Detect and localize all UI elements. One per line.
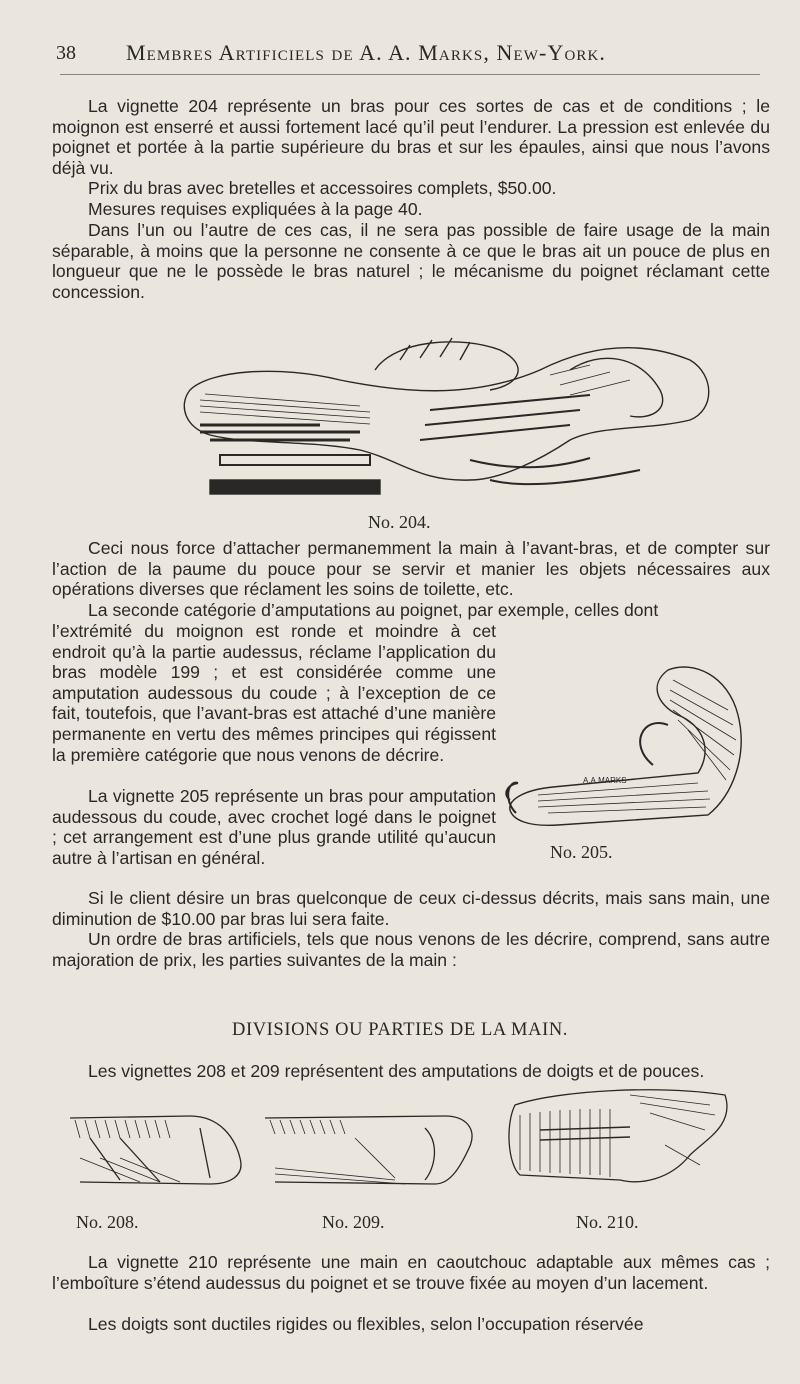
paragraph-order: Un ordre de bras artificiels, tels que nous venons de les décrire, comprend, sans autre majoration de prix, les parties suivantes de la main : bbox=[52, 929, 770, 970]
section-heading: DIVISIONS OU PARTIES DE LA MAIN. bbox=[231, 1020, 569, 1040]
rubber-hand-engraving-210 bbox=[500, 1085, 740, 1190]
caption-no-205: No. 205. bbox=[550, 842, 613, 862]
thumb-amputation-engraving-209 bbox=[255, 1108, 485, 1188]
paragraph-vignette-204: La vignette 204 représente un bras pour ces sortes de cas et de conditions ; le moignon est enserré et aussi fortement lacé qu’il peut l’endurer. La pression est enlevée du poignet et portée à la partie supérieure du bras et sur les épaules, ainsi que nous l’avons déjà vu. bbox=[52, 96, 770, 178]
paragraph-vignette-205: La vignette 205 représente un bras pour amputation audessous du coude, avec crochet logé dans le poignet ; cet arrangement est d’une plus grande utilité qu’aucun autre à l’artisan en général. bbox=[52, 786, 496, 868]
finger-amputation-engraving-208 bbox=[60, 1108, 260, 1188]
caption-no-210: No. 210. bbox=[576, 1212, 639, 1232]
paragraph-fingers: Les doigts sont ductiles rigides ou flexibles, selon l’occupation réservée bbox=[88, 1314, 644, 1334]
caption-no-204: No. 204. bbox=[368, 512, 431, 532]
paragraph-measures: Mesures requises expliquées à la page 40. bbox=[88, 199, 423, 219]
paragraph-vignette-210: La vignette 210 représente une main en caoutchouc adaptable aux mêmes cas ; l’emboîture s’étend audessus du poignet et se trouve fixée au moyen d’un lacement. bbox=[52, 1252, 770, 1293]
caption-no-208: No. 208. bbox=[76, 1212, 139, 1232]
page-number: 38 bbox=[56, 42, 76, 64]
paragraph-price: Prix du bras avec bretelles et accessoires complets, $50.00. bbox=[88, 178, 557, 198]
prosthetic-arm-hook-engraving-205 bbox=[498, 655, 778, 830]
caption-no-209: No. 209. bbox=[322, 1212, 385, 1232]
running-title: Membres Artificiels de A. A. Marks, New-York. bbox=[126, 40, 607, 65]
prosthetic-arm-engraving-204 bbox=[170, 330, 730, 510]
paragraph-separable-hand: Dans l’un ou l’autre de ces cas, il ne sera pas possible de faire usage de la main séparable, à moins que la personne ne consente à ce que le bras ait un pouce de plus en longueur que ne le possède le bras naturel ; le mécanisme du poignet réclamant cette concession. bbox=[52, 220, 770, 302]
paragraph-vignettes-208-209: Les vignettes 208 et 209 représentent des amputations de doigts et de pouces. bbox=[88, 1061, 705, 1081]
paragraph-permanent-hand: Ceci nous force d’attacher permanemment la main à l’avant-bras, et de compter sur l’action de la paume du pouce pour se servir et manier les objets nécessaires aux opérations diverses que réclament les soins de toilette, etc. bbox=[52, 538, 770, 600]
paragraph-without-hand: Si le client désire un bras quelconque de ceux ci-dessus décrits, mais sans main, une diminution de $10.00 par bras lui sera faite. bbox=[52, 888, 770, 929]
paragraph-second-category-cont: l’extrémité du moignon est ronde et moindre à cet endroit qu’à la partie audessus, réclame l’application du bras modèle 199 ; et est considérée comme une amputation audessous du coude ; à l’exception de ce fait, toutefois, que l’avant-bras est attaché d’une manière permanente en vertu des mêmes principes qui régissent la première catégorie que nous venons de décrire. bbox=[52, 621, 496, 765]
marks-stamp: A.A.MARKS bbox=[583, 776, 627, 785]
paragraph-second-category: La seconde catégorie d’amputations au poignet, par exemple, celles dont bbox=[88, 600, 659, 620]
page-header bbox=[52, 38, 767, 68]
header-rule bbox=[60, 74, 760, 75]
